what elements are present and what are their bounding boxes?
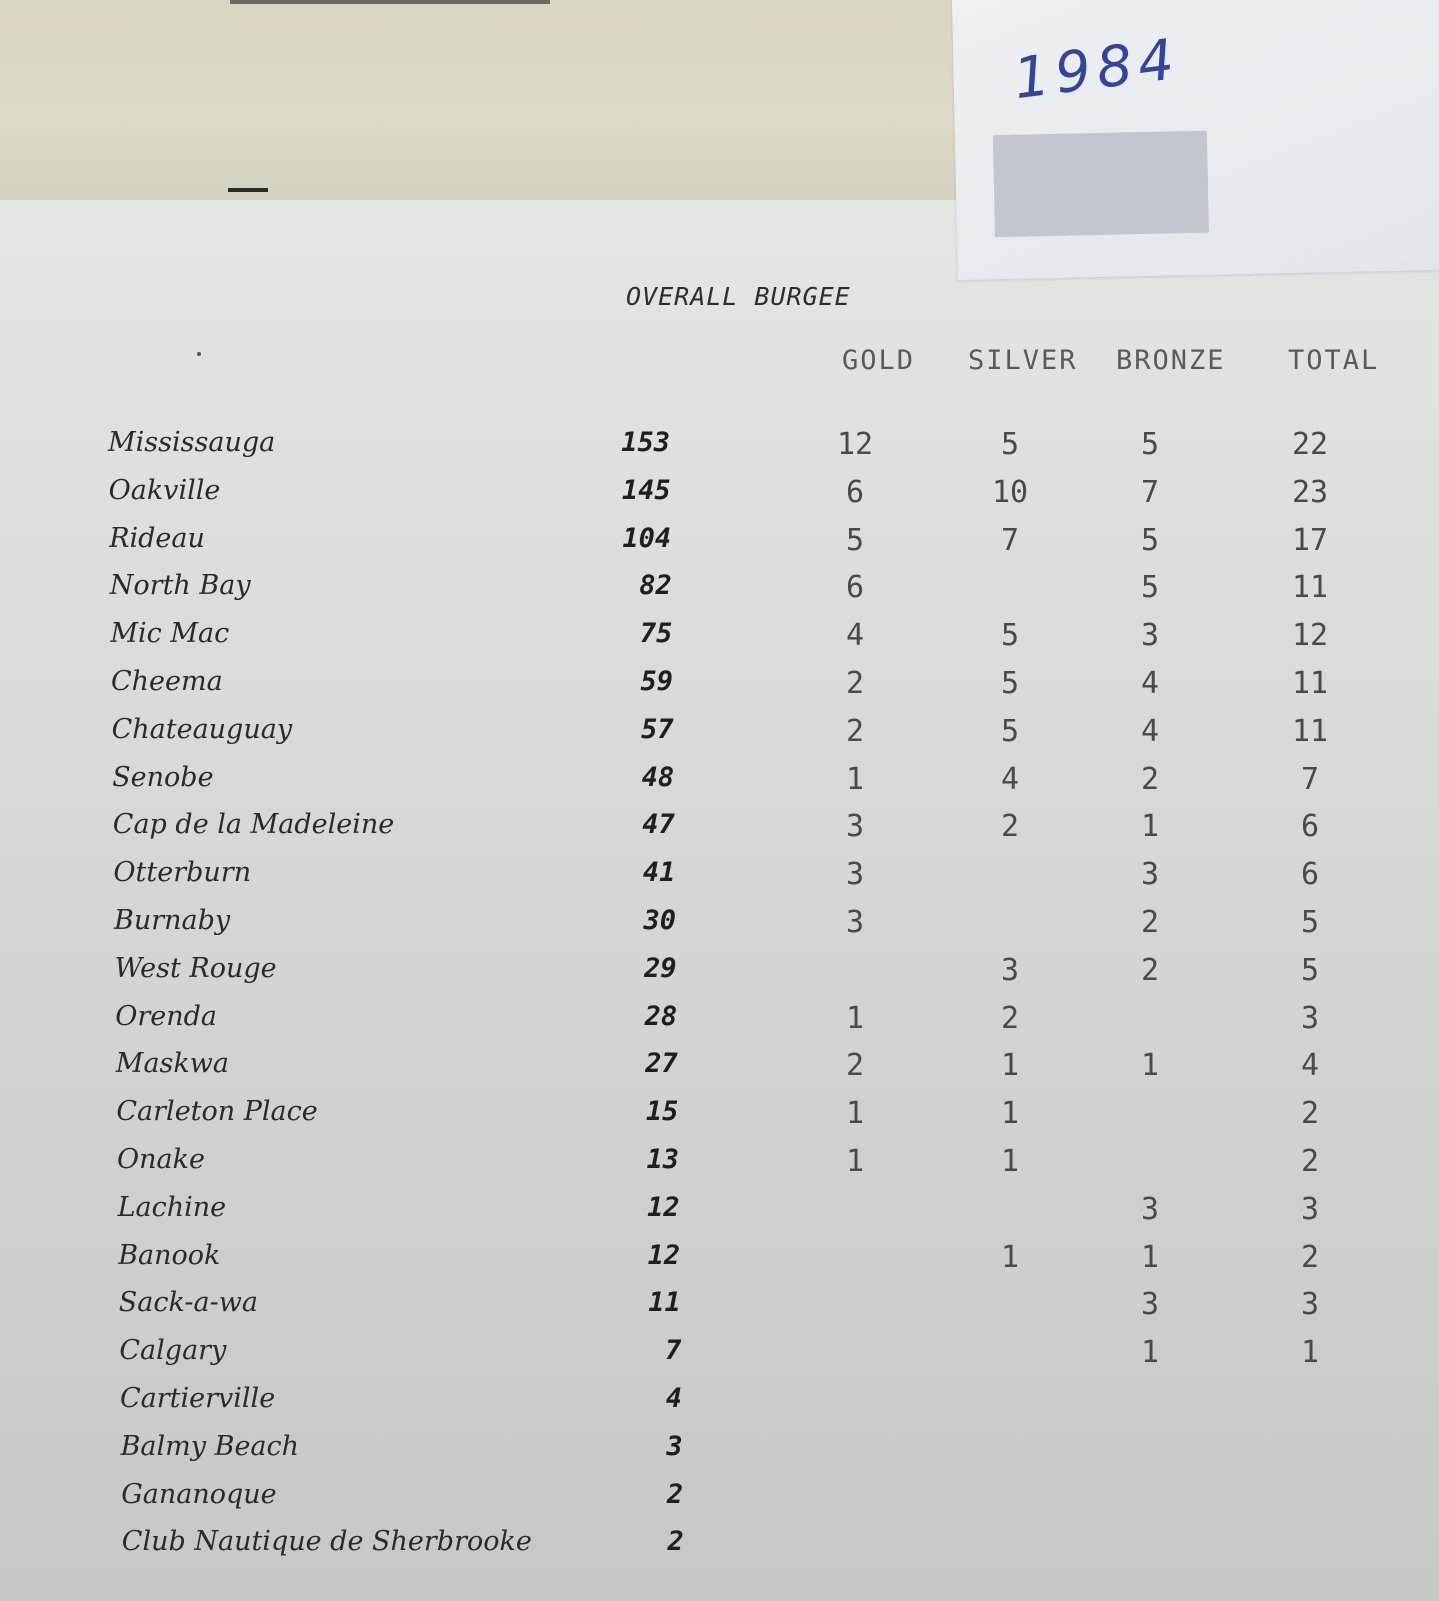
club-points: 57 (641, 713, 674, 745)
silver-count: 5 (1000, 666, 1020, 701)
gold-count: 5 (845, 522, 865, 558)
total-count: 11 (1291, 713, 1329, 749)
gold-count: 1 (845, 1000, 865, 1036)
club-name: Lachine (117, 1191, 227, 1223)
bronze-count: 7 (1140, 474, 1160, 510)
club-name: Cheema (111, 666, 223, 697)
bronze-count: 4 (1140, 666, 1160, 701)
paper-edge-shadow (230, 0, 550, 4)
club-points: 27 (645, 1048, 678, 1080)
bronze-count: 2 (1140, 952, 1160, 988)
club-points: 48 (641, 761, 675, 793)
bronze-count: 2 (1140, 905, 1160, 940)
bronze-count: 3 (1140, 1287, 1160, 1323)
club-points: 3 (666, 1430, 683, 1462)
club-points: 82 (639, 570, 672, 602)
club-name: Carleton Place (116, 1096, 318, 1128)
gold-count: 2 (845, 666, 865, 701)
bronze-count: 3 (1140, 618, 1160, 654)
column-header-bronze: BRONZE (1116, 345, 1226, 376)
total-count: 22 (1291, 427, 1329, 462)
handwritten-year: 1984 (1010, 26, 1184, 113)
total-count: 2 (1300, 1144, 1320, 1179)
gold-count: 3 (845, 809, 865, 845)
total-count: 23 (1291, 474, 1329, 510)
total-count: 17 (1291, 522, 1329, 558)
total-count: 2 (1300, 1096, 1320, 1132)
gold-count: 1 (845, 761, 865, 797)
silver-count: 4 (1000, 761, 1020, 797)
silver-count: 7 (1000, 522, 1020, 558)
page-title: OVERALL BURGEE (626, 282, 851, 311)
club-points: 104 (622, 522, 672, 554)
silver-count: 5 (1000, 427, 1020, 462)
club-points: 41 (642, 857, 676, 889)
club-points: 2 (667, 1526, 684, 1558)
club-points: 75 (639, 618, 673, 650)
silver-count: 1 (1000, 1096, 1020, 1132)
gold-count: 1 (845, 1144, 865, 1179)
club-points: 11 (648, 1287, 681, 1319)
bronze-count: 4 (1140, 713, 1160, 749)
club-name: Senobe (112, 761, 214, 793)
club-name: North Bay (109, 570, 251, 602)
bronze-count: 1 (1140, 1335, 1160, 1371)
total-count: 11 (1291, 666, 1329, 701)
total-count: 5 (1300, 905, 1320, 940)
club-name: Calgary (119, 1335, 227, 1367)
column-header-silver: SILVER (968, 345, 1078, 376)
gold-count: 12 (836, 427, 874, 462)
silver-count: 3 (1000, 952, 1020, 988)
background-paper (0, 0, 960, 205)
club-name: Mic Mac (110, 618, 230, 650)
redacted-area (993, 131, 1209, 237)
club-name: Burnaby (114, 905, 231, 936)
gold-count: 3 (845, 905, 865, 940)
bronze-count: 5 (1140, 570, 1160, 606)
silver-count: 5 (1000, 618, 1020, 654)
bronze-count: 3 (1140, 857, 1160, 893)
club-points: 153 (621, 427, 670, 458)
gold-count: 1 (845, 1096, 865, 1132)
club-name: Orenda (115, 1000, 217, 1032)
total-count: 5 (1300, 952, 1320, 988)
club-points: 145 (621, 474, 671, 506)
club-points: 4 (665, 1383, 682, 1414)
silver-count: 1 (1000, 1239, 1020, 1275)
gold-count: 6 (845, 474, 865, 510)
column-header-gold: GOLD (842, 345, 916, 376)
silver-count: 1 (1000, 1048, 1020, 1084)
total-count: 1 (1300, 1335, 1320, 1371)
total-count: 7 (1300, 761, 1320, 797)
gold-count: 4 (845, 618, 865, 654)
club-points: 7 (665, 1335, 682, 1367)
club-name: Oakville (108, 474, 221, 506)
gold-count: 2 (845, 1048, 865, 1084)
total-count: 11 (1291, 570, 1329, 606)
club-points: 59 (640, 666, 673, 697)
club-name: Chateauguay (111, 713, 293, 745)
club-points: 12 (647, 1239, 681, 1271)
silver-count: 2 (1000, 1000, 1020, 1036)
club-points: 29 (644, 952, 677, 984)
silver-count: 5 (1000, 713, 1020, 749)
total-count: 12 (1291, 618, 1329, 654)
bronze-count: 1 (1140, 1048, 1160, 1084)
gold-count: 2 (845, 713, 865, 749)
total-count: 2 (1300, 1239, 1320, 1275)
bronze-count: 5 (1140, 522, 1160, 558)
total-count: 3 (1300, 1287, 1320, 1323)
year-note-card (952, 0, 1439, 280)
total-count: 6 (1300, 857, 1320, 893)
club-name: Otterburn (113, 857, 252, 889)
club-name: Banook (118, 1239, 221, 1271)
club-name: Onake (117, 1144, 205, 1175)
gold-count: 6 (845, 570, 865, 606)
stray-mark (197, 352, 201, 356)
club-points: 13 (646, 1144, 679, 1175)
silver-count: 10 (991, 474, 1029, 510)
bronze-count: 1 (1140, 809, 1160, 845)
total-count: 3 (1300, 1000, 1320, 1036)
club-name: Cap de la Madeleine (112, 809, 395, 841)
club-points: 12 (647, 1191, 680, 1223)
total-count: 3 (1300, 1191, 1320, 1227)
club-name: Cartierville (120, 1383, 276, 1414)
club-name: Club Nautique de Sherbrooke (121, 1526, 532, 1558)
bronze-count: 5 (1140, 427, 1160, 462)
club-points: 2 (666, 1478, 684, 1510)
club-name: Rideau (109, 522, 205, 554)
bronze-count: 1 (1140, 1239, 1160, 1275)
silver-count: 1 (1000, 1144, 1020, 1179)
club-name: Mississauga (108, 427, 276, 458)
club-name: Gananoque (121, 1478, 277, 1510)
club-points: 30 (643, 905, 676, 936)
club-points: 47 (642, 809, 675, 841)
club-name: Maskwa (115, 1048, 229, 1080)
club-name: West Rouge (114, 952, 277, 984)
gold-count: 3 (845, 857, 865, 893)
total-count: 6 (1300, 809, 1320, 845)
club-points: 15 (645, 1096, 679, 1128)
column-header-total: TOTAL (1288, 345, 1380, 376)
silver-count: 2 (1000, 809, 1020, 845)
club-name: Sack-a-wa (118, 1287, 258, 1319)
club-name: Balmy Beach (120, 1430, 300, 1462)
club-points: 28 (644, 1000, 678, 1032)
bronze-count: 2 (1140, 761, 1160, 797)
total-count: 4 (1300, 1048, 1320, 1084)
bronze-count: 3 (1140, 1191, 1160, 1227)
